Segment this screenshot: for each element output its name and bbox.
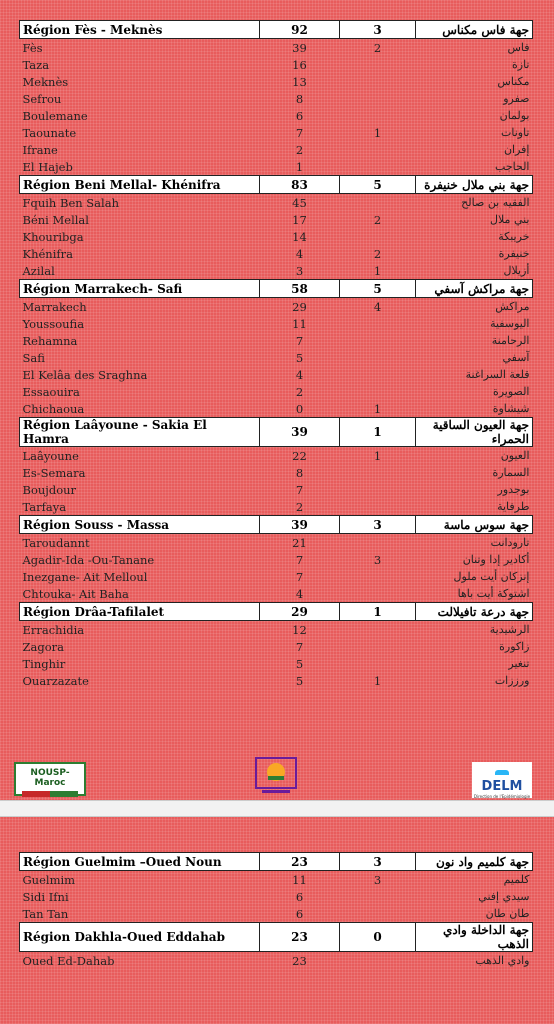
- province-name-arabic: سيدي إفني: [478, 890, 530, 903]
- province-name: Fquih Ben Salah: [22, 195, 119, 210]
- province-name: Inezgane- Ait Melloul: [22, 569, 148, 584]
- province-row: [20, 481, 533, 498]
- province-total: 2: [295, 499, 304, 514]
- region-name: Région Dakhla-Oued Eddahab: [20, 923, 260, 952]
- province-new-cases: [340, 952, 416, 970]
- province-total: 5: [295, 673, 304, 688]
- province-name: Tinghir: [22, 656, 66, 671]
- province-name-arabic: إفران: [503, 143, 530, 156]
- province-row: [20, 366, 533, 383]
- province-new-cases: [340, 315, 416, 332]
- province-name: Guelmim: [22, 872, 76, 887]
- delm-mark-icon: [495, 770, 509, 775]
- province-name-arabic: اليوسفية: [490, 317, 530, 330]
- province-name-arabic: خريبكة: [498, 230, 530, 243]
- province-total: 13: [292, 74, 307, 89]
- delm-logo: DELM Direction de l'Epidémiologie: [472, 762, 532, 798]
- province-name-arabic: العيون: [500, 449, 530, 462]
- province-total: 8: [295, 465, 304, 480]
- province-name: Rehamna: [22, 333, 78, 348]
- province-new-cases: 2: [373, 40, 382, 55]
- province-name: Youssoufia: [22, 316, 85, 331]
- region-name: Région Drâa-Tafilalet: [20, 603, 260, 621]
- province-new-cases: [340, 383, 416, 400]
- province-new-cases: [340, 655, 416, 672]
- province-name-arabic: أكادير إدا وتنان: [462, 553, 530, 566]
- province-name: Ifrane: [22, 142, 58, 157]
- region-new-cases: 3: [340, 853, 416, 871]
- region-name: Région Marrakech- Safi: [20, 280, 260, 298]
- region-header-row: [20, 280, 533, 298]
- region-header-row: [20, 418, 533, 447]
- province-new-cases: 1: [373, 125, 382, 140]
- province-new-cases: 2: [373, 246, 382, 261]
- province-name: Laâyoune: [22, 448, 79, 463]
- province-row: [20, 871, 533, 889]
- province-name: Taza: [22, 57, 50, 72]
- province-total: 4: [295, 246, 304, 261]
- province-total: 11: [292, 872, 307, 887]
- province-name: Oued Ed-Dahab: [22, 953, 115, 968]
- region-name: Région Fès - Meknès: [20, 21, 260, 39]
- province-name-arabic: إنزكان أيت ملول: [453, 570, 530, 583]
- province-total: 21: [292, 535, 307, 550]
- province-row: [20, 73, 533, 90]
- province-row: [20, 56, 533, 73]
- province-total: 11: [292, 316, 307, 331]
- page-two: [0, 815, 554, 1024]
- region-total: 92: [260, 21, 340, 39]
- region-header-row: [20, 603, 533, 621]
- province-name-arabic: زاكورة: [499, 640, 530, 653]
- region-name: Région Beni Mellal- Khénifra: [20, 176, 260, 194]
- province-name: Taounate: [22, 125, 77, 140]
- province-name: Boulemane: [22, 108, 88, 123]
- province-name-arabic: بني ملال: [490, 213, 530, 226]
- province-name-arabic: تارودانت: [490, 536, 530, 549]
- province-total: 8: [295, 91, 304, 106]
- province-new-cases: 3: [373, 872, 382, 887]
- province-total: 7: [295, 482, 304, 497]
- province-new-cases: 3: [373, 552, 382, 567]
- province-name-arabic: صفرو: [503, 92, 530, 105]
- province-total: 45: [292, 195, 307, 210]
- province-name: Chichaoua: [22, 401, 85, 416]
- province-name: Fès: [22, 40, 43, 55]
- province-row: [20, 621, 533, 639]
- province-new-cases: [340, 107, 416, 124]
- province-total: 39: [292, 40, 307, 55]
- province-name: El Hajeb: [22, 159, 73, 174]
- province-new-cases: [340, 73, 416, 90]
- province-row: [20, 315, 533, 332]
- province-total: 5: [295, 656, 304, 671]
- province-total: 4: [295, 586, 304, 601]
- province-new-cases: 1: [373, 673, 382, 688]
- region-total: 39: [260, 516, 340, 534]
- province-new-cases: 1: [373, 263, 382, 278]
- province-name: Zagora: [22, 639, 64, 654]
- province-new-cases: [340, 194, 416, 212]
- province-new-cases: [340, 585, 416, 603]
- region-total: 83: [260, 176, 340, 194]
- province-new-cases: [340, 332, 416, 349]
- province-row: [20, 39, 533, 57]
- region-total: 23: [260, 923, 340, 952]
- province-name-arabic: مكناس: [497, 75, 530, 88]
- province-new-cases: [340, 905, 416, 923]
- province-total: 3: [295, 263, 304, 278]
- region-name-arabic: جهة بني ملال خنيفرة: [416, 176, 533, 194]
- province-new-cases: [340, 158, 416, 176]
- province-name-arabic: الصويرة: [492, 385, 530, 398]
- province-name: Meknès: [22, 74, 69, 89]
- province-new-cases: [340, 56, 416, 73]
- region-name: Région Laâyoune - Sakia El Hamra: [20, 418, 260, 447]
- province-row: [20, 124, 533, 141]
- province-row: [20, 447, 533, 465]
- province-new-cases: [340, 621, 416, 639]
- province-row: [20, 228, 533, 245]
- region-name: Région Guelmim –Oued Noun: [20, 853, 260, 871]
- province-row: [20, 298, 533, 316]
- province-new-cases: [340, 888, 416, 905]
- province-row: [20, 464, 533, 481]
- region-total: 39: [260, 418, 340, 447]
- province-new-cases: [340, 366, 416, 383]
- province-total: 22: [292, 448, 307, 463]
- region-new-cases: 3: [340, 516, 416, 534]
- region-header-row: [20, 853, 533, 871]
- region-name-arabic: جهة العيون الساقية الحمراء: [416, 418, 533, 447]
- province-name-arabic: وادي الذهب: [475, 954, 530, 967]
- province-total: 6: [295, 889, 304, 904]
- region-header-row: [20, 923, 533, 952]
- province-name-arabic: تنغير: [508, 657, 530, 670]
- province-new-cases: 1: [373, 448, 382, 463]
- province-total: 7: [295, 333, 304, 348]
- province-new-cases: [340, 464, 416, 481]
- province-name-arabic: شيشاوة: [492, 402, 530, 415]
- province-name-arabic: بولمان: [499, 109, 530, 122]
- province-name-arabic: بوجدور: [497, 483, 530, 496]
- province-name-arabic: خنيفرة: [498, 247, 530, 260]
- province-total: 12: [292, 622, 307, 637]
- province-row: [20, 332, 533, 349]
- province-new-cases: [340, 638, 416, 655]
- province-total: 29: [292, 299, 307, 314]
- province-name-arabic: ورززات: [494, 674, 530, 687]
- province-total: 2: [295, 384, 304, 399]
- province-row: [20, 158, 533, 176]
- province-name: Essaouira: [22, 384, 80, 399]
- province-row: [20, 90, 533, 107]
- province-name: Béni Mellal: [22, 212, 89, 227]
- province-name-arabic: قلعة السراغنة: [465, 368, 530, 381]
- region-cases-table: [19, 20, 533, 689]
- ministry-logo: [254, 756, 298, 796]
- province-name-arabic: الحاجب: [495, 160, 530, 173]
- province-total: 16: [292, 57, 307, 72]
- province-name: Taroudannt: [22, 535, 90, 550]
- province-name: Tarfaya: [22, 499, 67, 514]
- province-name-arabic: فاس: [507, 41, 530, 54]
- province-name: Errachidia: [22, 622, 85, 637]
- province-row: [20, 888, 533, 905]
- province-row: [20, 638, 533, 655]
- province-total: 17: [292, 212, 307, 227]
- province-new-cases: [340, 90, 416, 107]
- province-name: Boujdour: [22, 482, 77, 497]
- province-row: [20, 498, 533, 516]
- province-row: [20, 400, 533, 418]
- province-name-arabic: الرحامنة: [491, 334, 530, 347]
- province-total: 7: [295, 125, 304, 140]
- region-new-cases: 1: [340, 418, 416, 447]
- province-name-arabic: الفقيه بن صالح: [461, 196, 530, 209]
- province-name-arabic: أزيلال: [503, 264, 530, 277]
- province-name-arabic: تاونات: [501, 126, 530, 139]
- province-total: 4: [295, 367, 304, 382]
- region-cases-table-continued: [19, 852, 533, 969]
- province-name: Sidi Ifni: [22, 889, 69, 904]
- province-row: [20, 349, 533, 366]
- province-row: [20, 107, 533, 124]
- province-total: 14: [292, 229, 307, 244]
- province-row: [20, 534, 533, 552]
- region-total: 23: [260, 853, 340, 871]
- province-total: 6: [295, 906, 304, 921]
- province-total: 7: [295, 569, 304, 584]
- province-new-cases: [340, 481, 416, 498]
- province-total: 7: [295, 639, 304, 654]
- province-name: Khouribga: [22, 229, 84, 244]
- province-name: Marrakech: [22, 299, 87, 314]
- region-name-arabic: جهة درعة تافيلالت: [416, 603, 533, 621]
- province-name: Es-Semara: [22, 465, 86, 480]
- region-new-cases: 5: [340, 176, 416, 194]
- region-new-cases: 3: [340, 21, 416, 39]
- province-name-arabic: طان طان: [485, 907, 530, 920]
- region-new-cases: 1: [340, 603, 416, 621]
- province-total: 6: [295, 108, 304, 123]
- province-new-cases: [340, 349, 416, 366]
- province-row: [20, 655, 533, 672]
- province-name: Tan Tan: [22, 906, 69, 921]
- province-name-arabic: كلميم: [503, 873, 530, 886]
- province-row: [20, 211, 533, 228]
- province-name-arabic: آسفي: [502, 351, 530, 364]
- province-row: [20, 568, 533, 585]
- province-name: Ouarzazate: [22, 673, 89, 688]
- province-row: [20, 551, 533, 568]
- province-name-arabic: تازة: [512, 58, 530, 71]
- province-row: [20, 245, 533, 262]
- region-name: Région Souss - Massa: [20, 516, 260, 534]
- province-new-cases: [340, 498, 416, 516]
- province-new-cases: 2: [373, 212, 382, 227]
- region-name-arabic: جهة سوس ماسة: [416, 516, 533, 534]
- province-name: El Kelâa des Sraghna: [22, 367, 148, 382]
- province-row: [20, 585, 533, 603]
- province-row: [20, 672, 533, 689]
- province-name: Agadir-Ida -Ou-Tanane: [22, 552, 155, 567]
- region-total: 29: [260, 603, 340, 621]
- province-name-arabic: طرفاية: [497, 500, 530, 513]
- province-row: [20, 383, 533, 400]
- province-row: [20, 194, 533, 212]
- province-total: 0: [295, 401, 304, 416]
- region-name-arabic: جهة فاس مكناس: [416, 21, 533, 39]
- province-total: 2: [295, 142, 304, 157]
- province-total: 5: [295, 350, 304, 365]
- ministry-emblem-icon: [254, 756, 298, 796]
- province-name: Khénifra: [22, 246, 73, 261]
- province-row: [20, 952, 533, 970]
- province-new-cases: [340, 228, 416, 245]
- province-new-cases: 1: [373, 401, 382, 416]
- province-total: 1: [295, 159, 304, 174]
- region-header-row: [20, 176, 533, 194]
- province-new-cases: 4: [373, 299, 382, 314]
- province-name-arabic: السمارة: [492, 466, 530, 479]
- province-name: Safi: [22, 350, 45, 365]
- province-name-arabic: اشتوكة أيت باها: [457, 587, 530, 600]
- province-name: Chtouka- Ait Baha: [22, 586, 129, 601]
- region-new-cases: 5: [340, 280, 416, 298]
- region-name-arabic: جهة كلميم واد نون: [416, 853, 533, 871]
- region-total: 58: [260, 280, 340, 298]
- province-name: Azilal: [22, 263, 55, 278]
- region-new-cases: 0: [340, 923, 416, 952]
- province-row: [20, 262, 533, 280]
- province-total: 7: [295, 552, 304, 567]
- province-new-cases: [340, 534, 416, 552]
- province-new-cases: [340, 568, 416, 585]
- province-name-arabic: مراكش: [495, 300, 530, 313]
- region-name-arabic: جهة الداخلة وادي الذهب: [416, 923, 533, 952]
- province-name: Sefrou: [22, 91, 62, 106]
- region-header-row: [20, 516, 533, 534]
- region-header-row: [20, 21, 533, 39]
- province-new-cases: [340, 141, 416, 158]
- province-total: 23: [292, 953, 307, 968]
- province-name-arabic: الرشيدية: [489, 623, 530, 636]
- province-row: [20, 905, 533, 923]
- region-name-arabic: جهة مراكش آسفي: [416, 280, 533, 298]
- province-row: [20, 141, 533, 158]
- nousp-maroc-logo: NOUSP-Maroc: [14, 762, 86, 796]
